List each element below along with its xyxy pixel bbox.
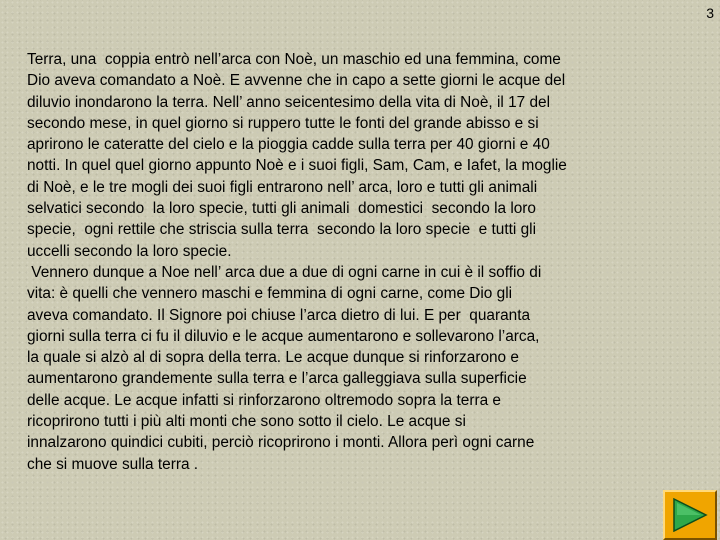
text-line: ricoprirono tutti i più alti monti che sono sotto il cielo. Le acque si (27, 413, 466, 431)
text-line: secondo mese, in quel giorno si ruppero tutte le fonti del grande abisso e si (27, 114, 539, 132)
next-slide-button[interactable] (663, 490, 717, 540)
text-line: Terra, una coppia entrò nell’arca con Noè, un maschio ed una femmina, come (27, 51, 561, 68)
text-line: vita: è quelli che vennero maschi e femmina di ogni carne, come Dio gli (27, 285, 513, 303)
text-line: aprirono le cateratte del cielo e la pioggia cadde sulla terra per 40 giorni e 40 (27, 136, 550, 154)
text-line: specie, ogni rettile che striscia sulla terra secondo la loro specie e tutti gli (27, 221, 536, 239)
text-line: aumentarono grandemente sulla terra e l’arca galleggiava sulla superficie (27, 370, 527, 388)
play-triangle-icon (672, 498, 708, 532)
text-line: Dio aveva comandato a Noè. E avvenne che in capo a sette giorni le acque del (27, 72, 566, 90)
text-line: la quale si alzò al di sopra della terra. Le acque dunque si rinforzarono e (27, 349, 519, 367)
text-line: che si muove sulla terra . (27, 455, 199, 473)
text-line: notti. In quel quel giorno appunto Noè e i suoi figli, Sam, Cam, e Iafet, la moglie (27, 157, 567, 175)
page-number: 3 (706, 5, 714, 21)
text-line: aveva comandato. Il Signore poi chiuse l’arca dietro di lui. E per quaranta (27, 306, 531, 324)
slide-text (27, 49, 667, 475)
text-line: selvatici secondo la loro specie, tutti gli animali domestici secondo la loro (27, 200, 536, 218)
text-line: uccelli secondo la loro specie. (27, 242, 232, 260)
text-line: Vennero dunque a Noe nell’ arca due a due di ogni carne in cui è il soffio di (27, 263, 542, 281)
text-line: delle acque. Le acque infatti si rinforzarono oltremodo sopra la terra e (27, 391, 501, 409)
text-line: diluvio inondarono la terra. Nell’ anno seicentesimo della vita di Noè, il 17 del (27, 93, 551, 111)
text-line: innalzarono quindici cubiti, perciò ricoprirono i monti. Allora perì ogni carne (27, 434, 535, 452)
text-line: giorni sulla terra ci fu il diluvio e le acque aumentarono e sollevarono l’arca, (27, 327, 540, 345)
text-line: di Noè, e le tre mogli dei suoi figli entrarono nell’ arca, loro e tutti gli animali (27, 178, 538, 196)
